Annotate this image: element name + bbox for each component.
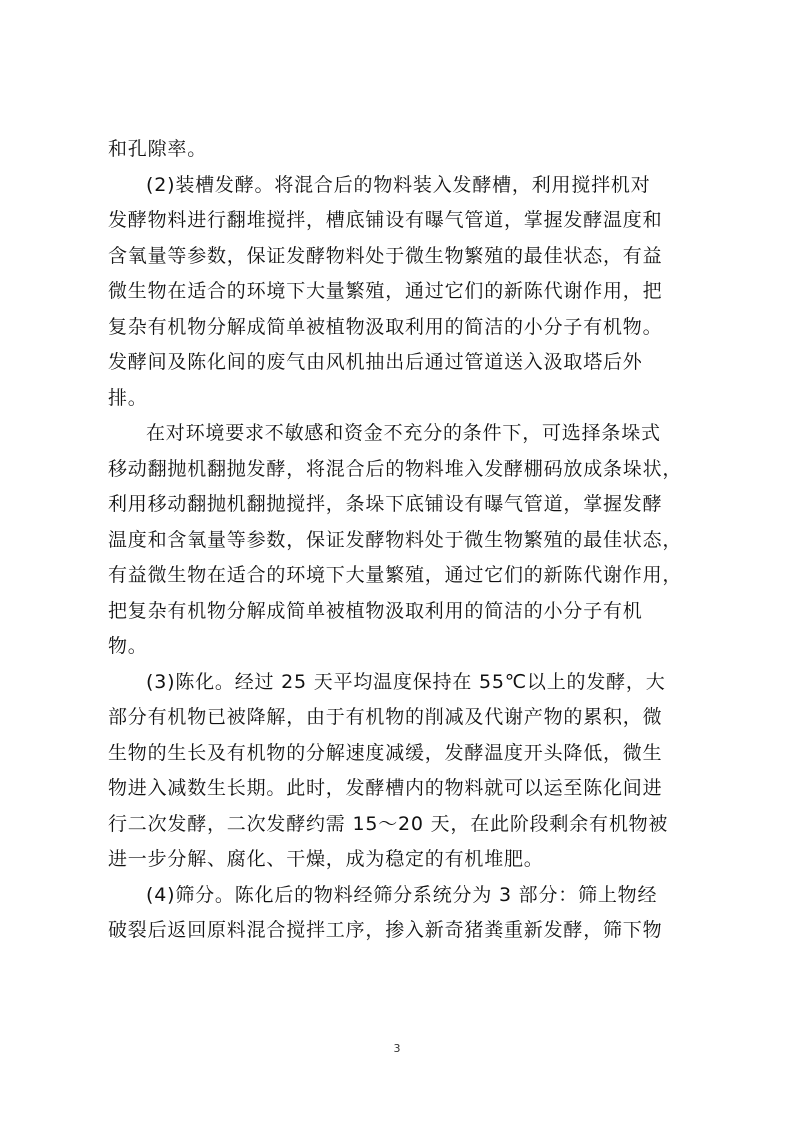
text-line: 利用移动翻抛机翻抛搅拌，条垛下底铺设有曝气管道，掌握发酵: [108, 493, 663, 515]
text-line: 物。: [108, 635, 148, 657]
text-line: 温度和含氧量等参数，保证发酵物料处于微生物繁殖的最佳状态，: [108, 528, 683, 551]
text-line: (2)装槽发酵。将混合后的物料装入发酵槽，利用搅拌机对: [146, 173, 651, 196]
text-line: 行二次发酵，二次发酵约需 15～20 天，在此阶段剩余有机物被: [108, 812, 669, 835]
paragraph-body: [108, 132, 708, 949]
text-line: 有益微生物在适合的环境下大量繁殖，通过它们的新陈代谢作用，: [108, 564, 683, 586]
text-line: (3)陈化。经过 25 天平均温度保持在 55℃以上的发酵，大: [146, 670, 666, 693]
text-line: 和孔隙率。: [108, 138, 208, 160]
text-line: 发酵物料进行翻堆搅拌，槽底铺设有曝气管道，掌握发酵温度和: [108, 209, 663, 231]
text-line: 复杂有机物分解成简单被植物汲取利用的简洁的小分子有机物。: [108, 315, 663, 338]
text-line: 排。: [108, 386, 148, 409]
text-line: 含氧量等参数，保证发酵物料处于微生物繁殖的最佳状态，有益: [108, 244, 663, 267]
text-line: 破裂后返回原料混合搅拌工序，掺入新奇猪粪重新发酵，筛下物: [108, 919, 663, 941]
text-line: 部分有机物已被降解，由于有机物的削减及代谢产物的累积，微: [108, 706, 663, 728]
text-line: 把复杂有机物分解成简单被植物汲取利用的简洁的小分子有机: [108, 599, 643, 622]
text-line: 微生物在适合的环境下大量繁殖，通过它们的新陈代谢作用，把: [108, 280, 663, 302]
text-line: 移动翻抛机翻抛发酵，将混合后的物料堆入发酵棚码放成条垛状，: [108, 457, 683, 480]
text-line: 发酵间及陈化间的废气由风机抽出后通过管道送入汲取塔后外: [108, 351, 643, 373]
page-number: 3: [393, 1042, 401, 1055]
text-line: 在对环境要求不敏感和资金不充分的条件下，可选择条垛式: [146, 422, 661, 444]
body-text: [108, 132, 708, 949]
text-line: (4)筛分。陈化后的物料经筛分系统分为 3 部分：筛上物经: [146, 883, 658, 906]
text-line: 生物的生长及有机物的分解速度减缓，发酵温度开头降低，微生: [108, 741, 663, 764]
text-line: 物进入减数生长期。此时，发酵槽内的物料就可以运至陈化间进: [108, 777, 663, 799]
text-line: 进一步分解、腐化、干燥，成为稳定的有机堆肥。: [108, 848, 544, 870]
